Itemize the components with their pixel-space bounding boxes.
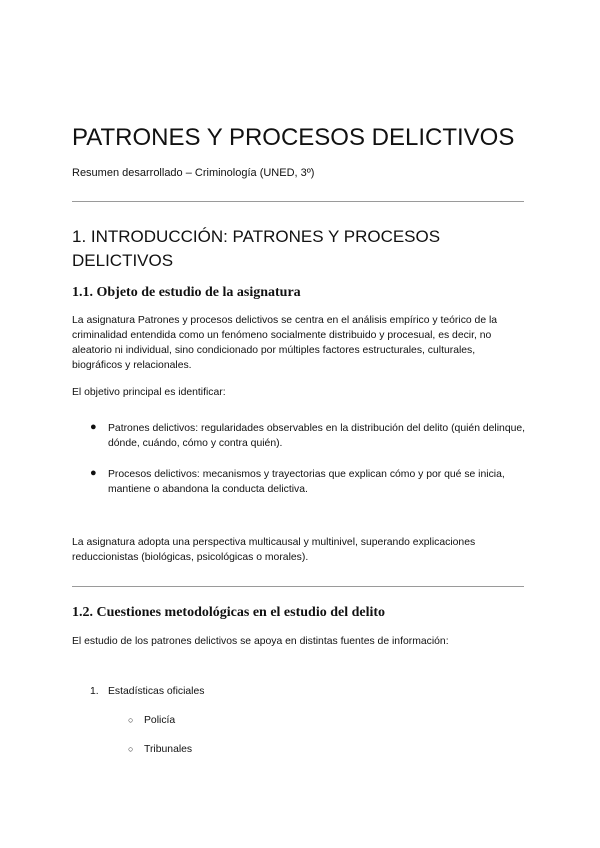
bullet-text: Procesos delictivos: mecanismos y trayectorias que explican cómo y por qué se inicia, mantiene o abandona la conducta delictiva. bbox=[108, 469, 505, 495]
paragraph: La asignatura adopta una perspectiva multicausal y multinivel, superando explicaciones reduccionistas (biológicas, psicológicas o morales). bbox=[72, 537, 476, 563]
list-item-label: Estadísticas oficiales bbox=[108, 686, 205, 697]
subsection-heading: 1.2. Cuestiones metodológicas en el estudio del delito bbox=[72, 605, 386, 620]
bullet-text: Patrones delictivos: regularidades observables en la distribución del delito (quién delinque, dónde, cuándo, cómo y contra quién). bbox=[108, 423, 526, 449]
sub-list-item-label: Tribunales bbox=[144, 744, 193, 755]
sub-list-item bbox=[128, 715, 175, 726]
paragraph: El objetivo principal es identificar: bbox=[72, 387, 226, 398]
paragraph: La asignatura Patrones y procesos delictivos se centra en el análisis empírico y teórico de la criminalidad entendida como un fenómeno socialmente distribuido y procesual, es decir, no aleatorio ni individual, sino condicionado por múltiples factores estructurales, culturales, biográficos y relacionales. bbox=[72, 315, 498, 371]
bullet-icon: ● bbox=[90, 421, 97, 433]
bullet-icon: ● bbox=[90, 467, 97, 479]
sub-list-item-label: Policía bbox=[144, 715, 176, 726]
section-heading: 1. INTRODUCCIÓN: PATRONES Y PROCESOS DELICTIVOS bbox=[72, 227, 441, 270]
hollow-bullet-icon: ○ bbox=[128, 744, 134, 754]
document-subtitle: Resumen desarrollado – Criminología (UNED, 3º) bbox=[72, 167, 315, 179]
bullet-item bbox=[90, 421, 526, 451]
subsection-heading: 1.1. Objeto de estudio de la asignatura bbox=[72, 285, 301, 300]
document-title: PATRONES Y PROCESOS DELICTIVOS bbox=[72, 124, 515, 151]
paragraph: El estudio de los patrones delictivos se apoya en distintas fuentes de información: bbox=[72, 636, 449, 647]
numbered-item bbox=[90, 686, 204, 697]
hollow-bullet-icon: ○ bbox=[128, 715, 134, 725]
list-number: 1. bbox=[90, 686, 99, 697]
horizontal-divider bbox=[72, 201, 524, 202]
bullet-item bbox=[90, 467, 526, 497]
sub-list-item bbox=[128, 744, 192, 755]
horizontal-divider bbox=[72, 586, 524, 587]
